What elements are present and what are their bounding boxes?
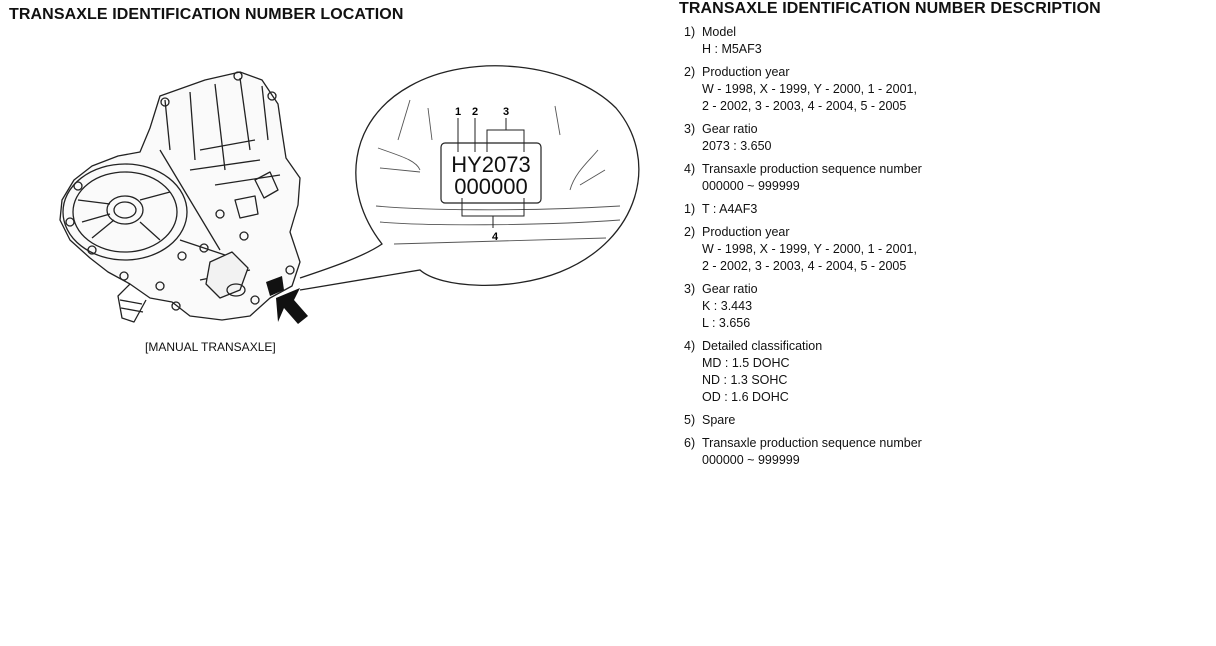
item-detail: MD : 1.5 DOHC (702, 356, 790, 370)
description-item (684, 121, 1204, 155)
description-item (684, 412, 1204, 429)
item-heading: Detailed classification (702, 339, 823, 353)
item-detail: OD : 1.6 DOHC (702, 390, 789, 404)
item-heading: Transaxle production sequence number (702, 436, 922, 450)
item-heading: Transaxle production sequence number (702, 162, 922, 176)
item-heading: Gear ratio (702, 122, 758, 136)
item-detail: W - 1998, X - 1999, Y - 2000, 1 - 2001, (702, 82, 917, 96)
item-number: 3) (684, 122, 696, 136)
description-title: TRANSAXLE IDENTIFICATION NUMBER DESCRIPTION (679, 0, 1101, 17)
item-detail: 2 - 2002, 3 - 2003, 4 - 2004, 5 - 2005 (702, 259, 907, 273)
item-number: 1) (684, 202, 696, 216)
item-detail: ND : 1.3 SOHC (702, 373, 788, 387)
item-number: 4) (684, 162, 696, 176)
callout-2: 2 (471, 106, 479, 118)
item-heading: T : A4AF3 (702, 202, 758, 216)
plate-sequence-number: 000000 (454, 174, 528, 199)
figure-caption: [MANUAL TRANSAXLE] (145, 340, 276, 354)
item-number: 2) (684, 65, 696, 79)
description-item (684, 338, 1204, 406)
item-heading: Spare (702, 413, 736, 427)
item-detail: 2 - 2002, 3 - 2003, 4 - 2004, 5 - 2005 (702, 99, 907, 113)
description-item (684, 64, 1204, 115)
transaxle-illustration (0, 0, 660, 360)
item-number: 3) (684, 282, 696, 296)
description-item (684, 201, 1204, 218)
description-list (684, 24, 1204, 475)
item-detail: L : 3.656 (702, 316, 751, 330)
transaxle-drawing (60, 72, 300, 322)
callout-1: 1 (454, 106, 462, 118)
item-number: 5) (684, 413, 696, 427)
item-detail: 2073 : 3.650 (702, 139, 772, 153)
item-number: 6) (684, 436, 696, 450)
item-detail: 000000 ~ 999999 (702, 179, 800, 193)
description-item (684, 161, 1204, 195)
description-item (684, 281, 1204, 332)
item-detail: H : M5AF3 (702, 42, 762, 56)
description-item (684, 24, 1204, 58)
item-detail: W - 1998, X - 1999, Y - 2000, 1 - 2001, (702, 242, 917, 256)
description-item (684, 224, 1204, 275)
location-title: TRANSAXLE IDENTIFICATION NUMBER LOCATION (9, 6, 404, 23)
item-heading: Production year (702, 225, 790, 239)
item-heading: Model (702, 25, 737, 39)
item-detail: K : 3.443 (702, 299, 753, 313)
pointer-arrow-icon (276, 288, 308, 324)
callout-4: 4 (491, 231, 499, 243)
plate-model-code: HY2073 (451, 152, 531, 177)
description-item (684, 435, 1204, 469)
item-number: 1) (684, 25, 696, 39)
item-heading: Production year (702, 65, 790, 79)
item-detail: 000000 ~ 999999 (702, 453, 800, 467)
item-number: 4) (684, 339, 696, 353)
callout-3: 3 (502, 106, 510, 118)
item-heading: Gear ratio (702, 282, 758, 296)
item-number: 2) (684, 225, 696, 239)
